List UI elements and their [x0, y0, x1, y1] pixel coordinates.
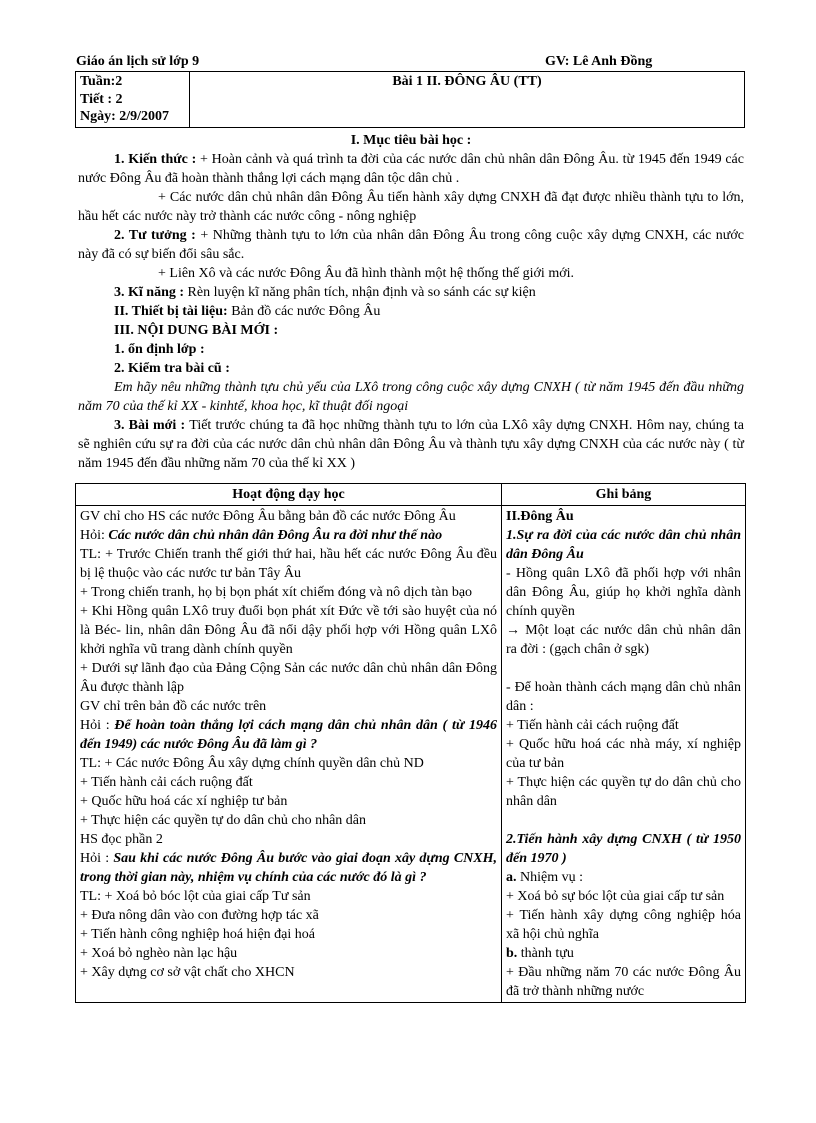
paragraph-heading: 3. Bài mới :	[114, 418, 190, 433]
board-line: - Để hoàn thành cách mạng dân chủ nhân dân :	[506, 680, 741, 714]
activity-line	[80, 963, 497, 982]
activity-line	[80, 792, 497, 811]
question-text: Sau khi các nước Đông Âu bước vào giai đoạn xây dựng CNXH, trong thời gian này, nhiệm vụ chính của các nước đó là gì ?	[80, 851, 497, 885]
activity-table	[75, 483, 746, 1003]
paragraph-heading: 2. Tư tưởng :	[114, 228, 201, 243]
intro-paragraph	[78, 283, 744, 302]
activity-line	[80, 754, 497, 773]
paragraph-text: Bản đồ các nước Đông Âu	[231, 304, 381, 319]
board-label-text: Nhiệm vụ :	[516, 870, 583, 885]
paragraph-heading: 2. Kiểm tra bài cũ :	[114, 361, 230, 376]
activity-text: + Đưa nông dân vào con đường hợp tác xã	[80, 908, 319, 923]
activity-line	[80, 849, 497, 887]
paragraph-text: + Hoàn cảnh và quá trình ta đời của các nước dân chủ nhân dân Đông Âu. từ 1945 đến 1949 các nước Đông Âu đã hoàn thành thắng lợi cách mạng dân tộc dân chủ .	[78, 152, 744, 186]
intro-paragraph	[78, 416, 744, 473]
period-label: Tiết : 2	[80, 91, 123, 107]
intro-paragraph	[78, 226, 744, 264]
header-subject: Giáo án lịch sử lớp 9	[76, 54, 200, 69]
intro-paragraph	[78, 188, 744, 226]
activity-line	[80, 602, 497, 659]
board-cell	[502, 506, 746, 1003]
activity-cell	[76, 506, 502, 1003]
activity-line	[80, 659, 497, 697]
paragraph-text: + Các nước dân chủ nhân dân Đông Âu tiến hành xây dựng CNXH đã đạt được nhiều thành tựu to lớn, hầu hết các nước này trở thành các nước công - nông nghiệp	[78, 190, 744, 224]
activity-line	[80, 925, 497, 944]
lesson-intro	[78, 131, 744, 473]
activity-line	[80, 906, 497, 925]
paragraph-text: Em hãy nêu những thành tựu chủ yếu của LXô trong công cuộc xây dựng CNXH ( từ năm 1945 đến đầu những năm 70 của thế kỉ XX - kinhtế, khoa học, kĩ thuật đối ngoại	[78, 380, 744, 414]
activity-text: + Khi Hồng quân LXô truy đuổi bọn phát xít Đức về tới sào huyệt của nó là Béc- lin, nhân dân Đông Âu đã nổi dậy phối hợp với Hồng quân LXô khởi nghĩa vũ trang dành chính quyền	[80, 604, 497, 657]
paragraph-text: + Liên Xô và các nước Đông Âu đã hình thành một hệ thống thế giới mới.	[158, 266, 575, 281]
activity-line	[80, 830, 497, 849]
activity-text: + Xoá bỏ nghèo nàn lạc hậu	[80, 946, 238, 961]
paragraph-heading: 1. ổn định lớp :	[114, 342, 205, 357]
week-label: Tuần:2	[80, 74, 123, 89]
board-label	[506, 868, 741, 887]
board-column-header: Ghi bảng	[502, 484, 746, 506]
paragraph-heading: 3. Kĩ năng :	[114, 285, 188, 300]
activity-text: TL: + Xoá bỏ bóc lột của giai cấp Tư sản	[80, 889, 311, 904]
board-line: + Thực hiện các quyền tự do dân chủ cho nhân dân	[506, 775, 741, 809]
header-teacher: GV: Lê Anh Đồng	[545, 54, 653, 69]
board-label-text: thành tựu	[517, 946, 574, 961]
activity-text: GV chỉ cho HS các nước Đông Âu bằng bản đồ các nước Đông Âu	[80, 509, 456, 524]
board-spacer	[506, 811, 741, 830]
board-label-letter: a.	[506, 870, 517, 885]
question-label: Hỏi:	[80, 528, 109, 543]
paragraph-text: Rèn luyện kĩ năng phân tích, nhận định và so sánh các sự kiện	[187, 285, 536, 300]
activity-text: + Trong chiến tranh, họ bị bọn phát xít chiếm đóng và nô dịch tàn bạo	[80, 585, 473, 600]
board-line: + Tiến hành xây dựng công nghiệp hóa xã hội chủ nghĩa	[506, 908, 741, 942]
activity-line	[80, 811, 497, 830]
activity-text: HS đọc phần 2	[80, 832, 163, 847]
paragraph-heading: III. NỘI DUNG BÀI MỚI :	[114, 323, 279, 338]
intro-paragraph	[78, 131, 744, 150]
board-line: + Xoá bỏ sự bóc lột của giai cấp tư sản	[506, 889, 725, 904]
activity-text: TL: + Trước Chiến tranh thế giới thứ hai, hầu hết các nước Đông Âu đều bị lệ thuộc vào các nước tư bản Tây Âu	[80, 547, 497, 581]
activity-text: + Thực hiện các quyền tự do dân chủ cho nhân dân	[80, 813, 367, 828]
question-label: Hỏi :	[80, 851, 114, 866]
board-subheading: 1.Sự ra đời của các nước dân chủ nhân dân Đông Âu	[506, 528, 741, 562]
lesson-meta-cell	[76, 72, 190, 128]
activity-text: + Dưới sự lãnh đạo của Đảng Cộng Sản các nước dân chủ nhân dân Đông Âu được thành lập	[80, 661, 497, 695]
question-label: Hỏi :	[80, 718, 115, 733]
intro-paragraph	[78, 359, 744, 378]
activity-line	[80, 526, 497, 545]
question-text: Để hoàn toàn thắng lợi cách mạng dân chủ nhân dân ( từ 1946 đến 1949) các nước Đông Âu đã làm gì ?	[80, 718, 497, 752]
activity-line	[80, 545, 497, 583]
board-label	[506, 944, 741, 963]
intro-paragraph	[78, 378, 744, 416]
board-spacer	[506, 659, 741, 678]
intro-paragraph	[78, 264, 744, 283]
intro-paragraph	[78, 302, 744, 321]
paragraph-heading: 1. Kiến thức :	[114, 152, 201, 167]
board-line: - Hồng quân LXô đã phối hợp với nhân dân Đông Âu, giúp họ khởi nghĩa dành chính quyền	[506, 566, 741, 619]
board-subheading: 2.Tiến hành xây dựng CNXH ( từ 1950 đến 1970 )	[506, 832, 741, 866]
paragraph-heading: II. Thiết bị tài liệu:	[114, 304, 232, 319]
activity-line	[80, 944, 497, 963]
activity-line	[80, 507, 497, 526]
board-line: + Đầu những năm 70 các nước Đông Âu đã trở thành những nước	[506, 965, 741, 999]
board-line: + Tiến hành cải cách ruộng đất	[506, 718, 679, 733]
activity-text: + Tiến hành công nghiệp hoá hiện đại hoá	[80, 927, 315, 942]
activity-line	[80, 887, 497, 906]
board-label-letter: b.	[506, 946, 518, 961]
activity-text: + Quốc hữu hoá các xí nghiệp tư bản	[80, 794, 288, 809]
board-line: + Quốc hữu hoá các nhà máy, xí nghiệp của tư bản	[506, 737, 741, 771]
date-label: Ngày: 2/9/2007	[80, 109, 170, 124]
activity-text: TL: + Các nước Đông Âu xây dựng chính quyền dân chủ ND	[80, 756, 424, 771]
activity-line	[80, 716, 497, 754]
board-heading-text: II.Đông Âu	[506, 509, 574, 524]
activity-text: + Xây dựng cơ sở vật chất cho XHCN	[80, 965, 295, 980]
intro-paragraph	[78, 340, 744, 359]
lesson-title: Bài 1 II. ĐÔNG ÂU (TT)	[190, 72, 745, 128]
intro-paragraph	[78, 321, 744, 340]
activity-text: GV chỉ trên bản đồ các nước trên	[80, 699, 267, 714]
paragraph-text: Tiết trước chúng ta đã học những thành tựu to lớn của LXô xây dựng CNXH. Hôm nay, chúng ta sẽ nghiên cứu sự ra đời của các nước dân chủ nhân dân Đông Âu và thành tựu xây dựng CNXH của các nước này ( từ năm 1945 đến đầu những năm 70 của thế kỉ XX )	[78, 418, 745, 471]
activity-line	[80, 583, 497, 602]
activity-column-header: Hoạt động dạy học	[76, 484, 502, 506]
intro-paragraph	[78, 150, 744, 188]
activity-text: + Tiến hành cải cách ruộng đất	[80, 775, 253, 790]
board-heading	[506, 507, 741, 526]
lesson-info-table	[75, 71, 745, 128]
paragraph-text: + Những thành tựu to lớn của nhân dân Đông Âu trong công cuộc xây dựng CNXH, các nước này đã có sự biến đổi sâu sắc.	[78, 228, 744, 262]
section-heading: I. Mục tiêu bài học :	[350, 133, 472, 148]
board-result	[506, 621, 741, 659]
activity-line	[80, 773, 497, 792]
right-arrow-icon: →	[506, 623, 526, 638]
question-text: Các nước dân chủ nhân dân Đông Âu ra đời như thế nào	[108, 528, 443, 543]
activity-line	[80, 697, 497, 716]
board-result-text: Một loạt các nước dân chủ nhân dân ra đời : (gạch chân ở sgk)	[506, 623, 741, 657]
